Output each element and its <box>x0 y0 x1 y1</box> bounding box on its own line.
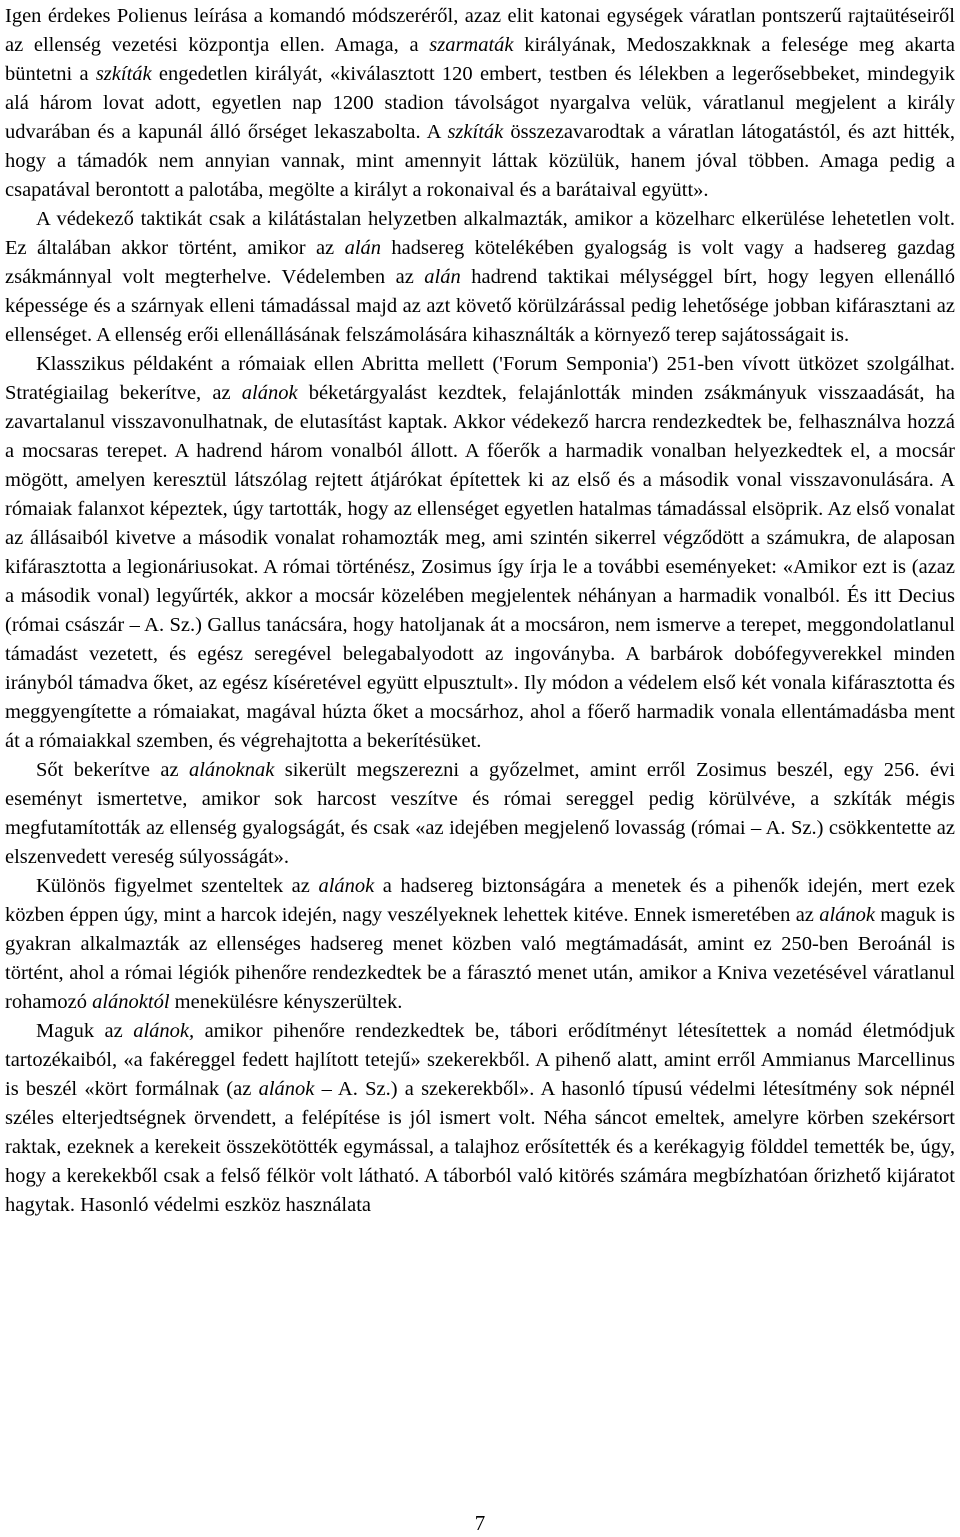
page-number: 7 <box>474 1511 486 1535</box>
text-run: engedetlen királyát, «kiválasztott 120 embert, testben és lélekben a legerősebbeket, mindegyik alá három lovat adott, egyetlen nap 1200 stadion távolságot nyargalva velük, váratlanul megjelent a király udvarában és a kapunál álló őrséget lekaszabolta. A <box>5 63 955 143</box>
text-run: Sőt bekerítve az <box>36 759 189 781</box>
paragraph-5 <box>5 872 955 1017</box>
italic-term: alánok <box>258 1078 315 1100</box>
document-body <box>5 2 955 1220</box>
text-run: Maguk az <box>36 1020 134 1042</box>
text-run: Igen érdekes Polienus leírása a komandó módszeréről, azaz elit katonai egységek váratlan pontszerű rajtaütéseiről az ellenség vezetési központja ellen. Amaga, a <box>5 5 955 56</box>
text-run: a hadsereg biztonságára a menetek és a pihenők idején, mert ezek közben éppen úgy, mint a harcok idején, nagy veszélyeknek lehettek kitéve. Ennek ismeretében az <box>5 875 956 926</box>
text-run: A védekező taktikát csak a kilátástalan helyzetben alkalmazták, amikor a közelharc elkerülése lehetetlen volt. Ez általában akkor történt, amikor az <box>5 208 955 259</box>
paragraph-1 <box>5 2 955 205</box>
text-run: menekülésre kényszerültek. <box>169 991 403 1013</box>
text-run: maguk is gyakran alkalmazták az ellenséges hadsereg menet közben való megtámadását, amint ez 250-ben Beroánál is történt, ahol a római légiók pihenőre rendezkedtek be a fárasztó menet után, amikor a Kniva vezetésével váratlanul rohamozó <box>5 904 956 1013</box>
italic-term: szarmaták <box>429 34 514 56</box>
paragraph-6 <box>5 1017 955 1220</box>
text-run: Klasszikus példaként a rómaiak ellen Abritta mellett ('Forum Semponia') 251-ben vívott ütközet szolgálhat. Stratégiailag bekerítve, az <box>5 353 955 404</box>
italic-term: alánoktól <box>92 991 170 1013</box>
paragraph-3 <box>5 350 955 756</box>
paragraph-2 <box>5 205 955 350</box>
italic-term: alánok <box>819 904 875 926</box>
text-run: Különös figyelmet szenteltek az <box>36 875 319 897</box>
text-run: hadsereg kötelékében gyalogság is volt vagy a hadsereg gazdag zsákmánnyal volt megterhelve. Védelemben az <box>5 237 955 288</box>
paragraph-4 <box>5 756 955 872</box>
text-run: – A. Sz.) a szekerekből». A hasonló típusú védelmi létesítmény sok népnél széles elterjedtségnek örvendett, a felépítése is jól ismert volt. Néha sáncot emeltek, amelyre körben szekérsort raktak, ezeknek a kerekeit összekötötték egymással, a talajhoz erősítették és a kerékagyig földdel temették be, úgy, hogy a kerekekből csak a felső félkör volt látható. A táborból való kitörés számára megbízhatóan őrizhető kijáratot hagytak. Hasonló védelmi eszköz használata <box>5 1078 955 1216</box>
text-run: királyának, Medoszakknak a felesége meg akarta büntetni a <box>5 34 955 85</box>
italic-term: alánok <box>318 875 375 897</box>
italic-term: alánok <box>241 382 298 404</box>
text-run: béketárgyalást kezdtek, felajánlották minden zsákmányuk visszaadását, ha zavartalanul visszavonulhatnak, de elutasítást kaptak. Akkor védekező harcra rendezkedtek be, felhasználva hozzá a mocsaras terepet. A hadrend három vonalból állott. A főerők a harmadik vonalban helyezkedtek el, a mocsár mögött, amelyen keresztül látszólag rejtett átjárókat építettek ki az első és a második vonal visszavonulására. A rómaiak falanxot képeztek, úgy tartották, hogy az ellenséget egyetlen hatalmas támadással elsöprik. Az első vonalat az állásaiból kivetve a második vonalat rohamozták meg, ami szintén sikerrel végződött a számukra, de alaposan kifárasztotta a legionáriusokat. A római történész, Zosimus így írja le a további eseményeket: «Amikor ezt is (azaz a második vonal) legyűrték, akkor a mocsár közelében megjelentek néhányan a harmadik vonalból. És itt Decius (római császár – A. Sz.) Gallus tanácsára, hogy hatoljanak át a mocsáron, nem ismerve a terepet, meggondolatlanul támadást vezetett, és egész seregével belegabalyodott az ingoványba. A barbárok dobófegyverekkel minden irányból támadva őket, az egész kíséretével együtt elpusztult». Ily módon a védelem első két vonala kifárasztotta és meggyengítette a rómaiakat, magával húzta őket a mocsárhoz, ahol a főerő harmadik vonala ellentámadásba ment át a rómaiakkal szemben, és végrehajtotta a bekerítésüket. <box>5 382 955 752</box>
text-run: sikerült megszerezni a győzelmet, amint erről Zosimus beszél, egy 256. évi eseményt ismertetve, amikor sok harcost veszítve és római sereggel pedig körülvéve, a szkíták mégis megfutamították az ellenség gyalogságát, és csak «az idejében megjelenő lovasság (római – A. Sz.) csökkentette az elszenvedett vereség súlyosságát». <box>5 759 956 868</box>
text-run: összezavarodtak a váratlan látogatástól, és azt hitték, hogy a támadók nem annyian vannak, mint amennyit láttak közülük, hanem jóval többen. Amaga pedig a csapatával berontott a palotába, megölte a királyt a rokonaival és a barátaival együtt». <box>5 121 956 201</box>
italic-term: alán <box>344 237 382 259</box>
text-run: amikor pihenőre rendezkedtek be, tábori erődítményt létesítettek a nomád életmódjuk tartozékaiból, «a fakéreggel fedett hajlított tetejű» szekerekből. A pihenő alatt, amint erről Ammianus Marcellinus is beszél «kört formálnak (az <box>5 1020 955 1100</box>
italic-term: alánok, <box>133 1020 195 1042</box>
italic-term: szkíták <box>447 121 504 143</box>
text-run: hadrend taktikai mélységgel bírt, hogy legyen ellenálló képessége és a szárnyak elleni támadással majd az azt követő körülzárással pedig lehetősége jobban kifárasztani az ellenséget. A ellenség erői ellenállásának felszámolására kihasználták a környező terep sajátosságait is. <box>5 266 955 346</box>
italic-term: alánoknak <box>188 759 275 781</box>
italic-term: alán <box>424 266 461 288</box>
italic-term: szkíták <box>95 63 152 85</box>
